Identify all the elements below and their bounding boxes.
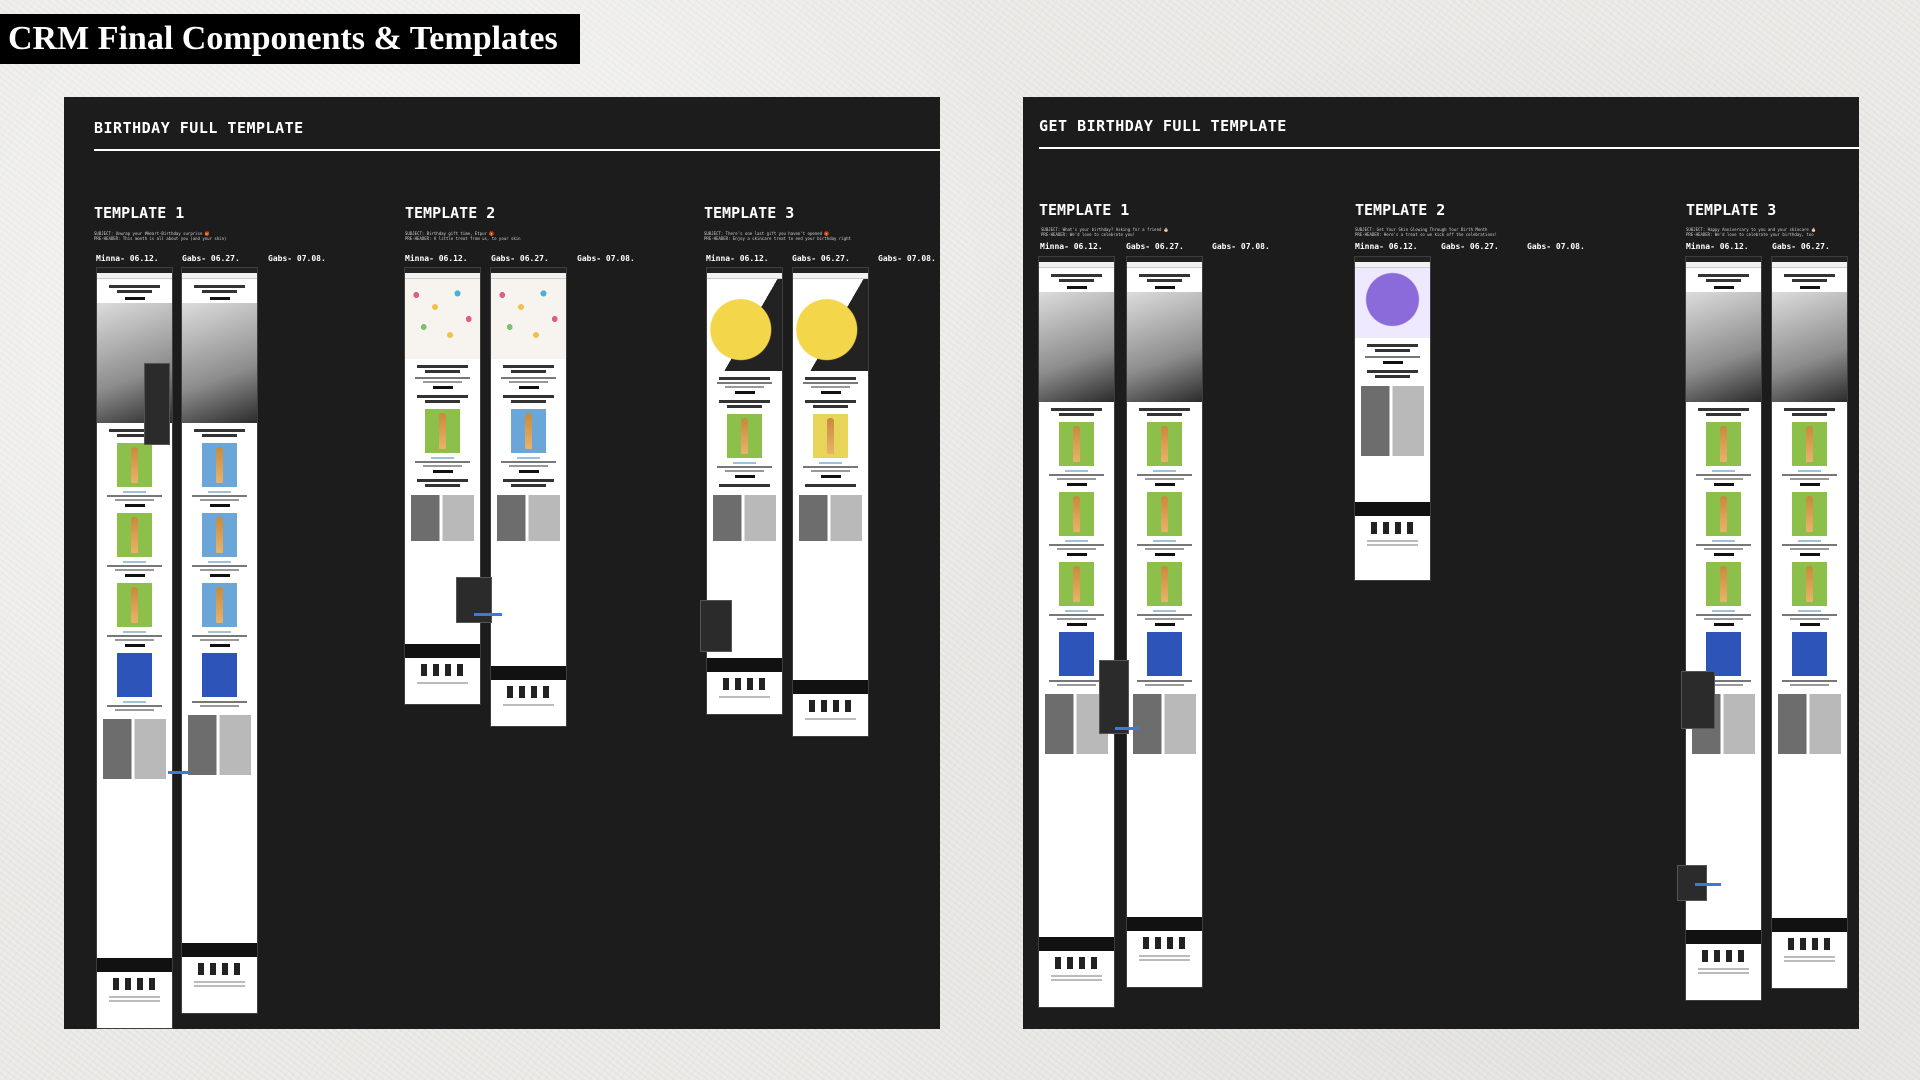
product-image — [425, 409, 460, 453]
product-image — [1147, 422, 1182, 466]
product-image — [1059, 492, 1094, 536]
product-image — [1792, 422, 1827, 466]
template-title: TEMPLATE 3 — [704, 204, 795, 222]
template-title: TEMPLATE 2 — [405, 204, 496, 222]
recipient-label: Gabs- 06.27. — [491, 254, 549, 263]
overlay-component[interactable] — [700, 600, 732, 652]
recipient-label: Gabs- 07.08. — [577, 254, 635, 263]
product-image — [117, 653, 152, 697]
hero-image — [707, 279, 782, 371]
product-image — [1706, 492, 1741, 536]
product-image — [1792, 632, 1827, 676]
email-footer — [1127, 917, 1202, 987]
preheader-line: PRE-HEADER: A little treat from us, to your skin — [405, 236, 521, 241]
preheader-line: PRE-HEADER: Here's a treat so we kick off the celebrations! — [1355, 232, 1498, 237]
panel-heading: BIRTHDAY FULL TEMPLATE — [94, 119, 304, 137]
subject-line: SUBJECT: What's your birthday? Asking for a friend 🎂 — [1041, 227, 1169, 232]
preheader-line: PRE-HEADER: We'd love to celebrate your birthday, too — [1686, 232, 1814, 237]
product-image — [1059, 422, 1094, 466]
recipient-label: Minna- 06.12. — [96, 254, 159, 263]
recipient-label: Minna- 06.12. — [405, 254, 468, 263]
subject-line: SUBJECT: Get Your Skin Glowing Through Your Birth Month — [1355, 227, 1488, 232]
preheader-line: PRE-HEADER: This month is all about you (and your skin) — [94, 236, 227, 241]
email-footer — [1355, 502, 1430, 580]
product-image — [202, 513, 237, 557]
panel-divider — [1039, 147, 1859, 149]
product-image — [1147, 492, 1182, 536]
recipient-label: Gabs- 06.27. — [1441, 242, 1499, 251]
subject-line: SUBJECT: Birthday gift time, Etpur 🎁 — [405, 231, 495, 236]
overlay-component[interactable] — [1681, 671, 1715, 729]
product-image — [1147, 632, 1182, 676]
hero-image — [1355, 268, 1430, 338]
subject-line: SUBJECT: There's one last gift you haven't opened 🎁 — [704, 231, 830, 236]
panel-divider — [94, 149, 940, 151]
product-image — [1706, 632, 1741, 676]
recipient-label: Minna- 06.12. — [1686, 242, 1749, 251]
template-title: TEMPLATE 1 — [94, 204, 185, 222]
get-birthday-full-template-panel — [1023, 97, 1859, 1029]
recipient-label: Gabs- 06.27. — [1772, 242, 1830, 251]
template-title: TEMPLATE 3 — [1686, 201, 1777, 219]
component-connector — [168, 771, 190, 774]
overlay-component[interactable] — [1099, 660, 1129, 734]
email-footer — [793, 680, 868, 736]
product-image — [1792, 492, 1827, 536]
product-image — [813, 414, 848, 458]
subject-line: SUBJECT: Happy Anniversary to you and your skincare 🎂 — [1686, 227, 1817, 232]
overlay-component[interactable] — [144, 363, 170, 445]
recipient-label: Gabs- 06.27. — [182, 254, 240, 263]
template-title: TEMPLATE 1 — [1039, 201, 1130, 219]
product-image — [202, 583, 237, 627]
recipient-label: Gabs- 06.27. — [1126, 242, 1184, 251]
hero-image — [793, 279, 868, 371]
preheader-line: PRE-HEADER: We'd love to celebrate you! — [1041, 232, 1135, 237]
email-preview[interactable] — [1039, 257, 1114, 1007]
recipient-label: Gabs- 06.27. — [792, 254, 850, 263]
email-preview[interactable] — [793, 268, 868, 736]
email-footer — [1772, 918, 1847, 988]
email-preview[interactable] — [405, 268, 480, 704]
email-footer — [182, 943, 257, 1013]
hero-image — [1772, 292, 1847, 402]
email-footer — [97, 958, 172, 1028]
page-title: CRM Final Components & Templates — [0, 14, 580, 64]
birthday-full-template-panel — [64, 97, 940, 1029]
product-image — [1706, 562, 1741, 606]
recipient-label: Minna- 06.12. — [1355, 242, 1418, 251]
subject-line: SUBJECT: Unwrap your #Heart-Birthday surprise 🎁 — [94, 231, 210, 236]
email-preview[interactable] — [1127, 257, 1202, 987]
email-footer — [405, 644, 480, 704]
email-preview[interactable] — [1772, 257, 1847, 988]
recipient-label: Gabs- 07.08. — [268, 254, 326, 263]
product-image — [511, 409, 546, 453]
email-footer — [1039, 937, 1114, 1007]
product-image — [1706, 422, 1741, 466]
component-connector — [1115, 727, 1139, 730]
email-footer — [707, 658, 782, 714]
product-image — [1059, 632, 1094, 676]
hero-image — [491, 279, 566, 359]
product-image — [1059, 562, 1094, 606]
recipient-label: Gabs- 07.08. — [1212, 242, 1270, 251]
hero-image — [1039, 292, 1114, 402]
overlay-component[interactable] — [456, 577, 492, 623]
product-image — [117, 443, 152, 487]
component-connector — [474, 613, 502, 616]
product-image — [202, 443, 237, 487]
email-preview[interactable] — [182, 268, 257, 1013]
product-image — [117, 583, 152, 627]
hero-image — [1127, 292, 1202, 402]
product-image — [202, 653, 237, 697]
product-image — [117, 513, 152, 557]
hero-image — [405, 279, 480, 359]
recipient-label: Gabs- 07.08. — [878, 254, 936, 263]
recipient-label: Minna- 06.12. — [706, 254, 769, 263]
recipient-label: Gabs- 07.08. — [1527, 242, 1585, 251]
template-title: TEMPLATE 2 — [1355, 201, 1446, 219]
hero-image — [1686, 292, 1761, 402]
email-preview[interactable] — [1355, 257, 1430, 580]
email-footer — [1686, 930, 1761, 1000]
product-image — [1147, 562, 1182, 606]
product-image — [1792, 562, 1827, 606]
preheader-line: PRE-HEADER: Enjoy a skincare treat to end your birthday right — [704, 236, 851, 241]
panel-heading: GET BIRTHDAY FULL TEMPLATE — [1039, 117, 1287, 135]
component-connector — [1695, 883, 1721, 886]
email-footer — [491, 666, 566, 726]
hero-image — [182, 303, 257, 423]
email-preview[interactable] — [491, 268, 566, 726]
recipient-label: Minna- 06.12. — [1040, 242, 1103, 251]
product-image — [727, 414, 762, 458]
